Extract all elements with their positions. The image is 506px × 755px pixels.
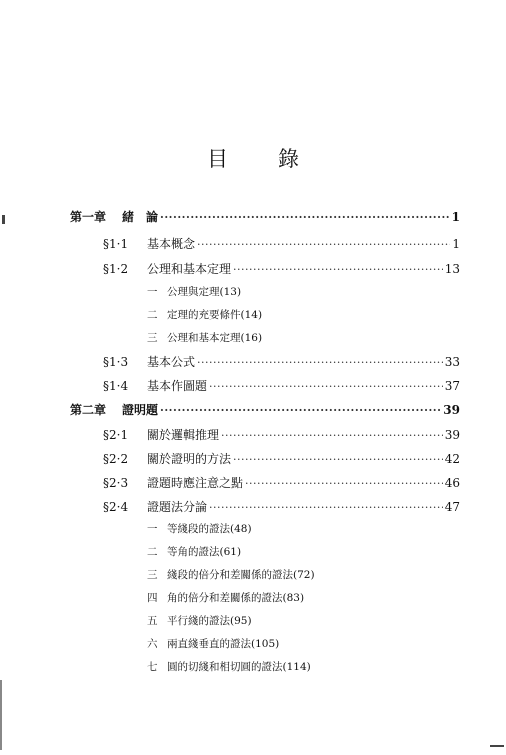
section-number: §1·3 — [103, 355, 129, 369]
toc-entry-subsection[interactable] — [147, 659, 311, 674]
subsection-number: 二 — [147, 309, 158, 321]
subsection-title: 圓的切綫和相切圓的證法(114) — [167, 661, 311, 673]
subsection-title: 綫段的倍分和差關係的證法(72) — [167, 569, 315, 581]
section-title: 基本概念 — [147, 237, 196, 251]
page-number: 1 — [451, 210, 460, 224]
subsection-title: 定理的充要條件(14) — [167, 309, 263, 321]
subsection-number: 二 — [147, 546, 158, 558]
toc-entry-subsection[interactable] — [147, 567, 315, 582]
dot-leader — [221, 429, 443, 442]
page-number: 33 — [444, 355, 460, 369]
subsection-number: 五 — [147, 615, 158, 627]
subsection-number: 四 — [147, 592, 158, 604]
chapter-number: 第二章 — [70, 403, 107, 417]
toc-entry-subsection[interactable] — [147, 544, 241, 559]
dot-leader — [245, 477, 443, 490]
subsection-title: 等綫段的證法(48) — [167, 523, 252, 535]
toc-entry-section[interactable] — [103, 498, 460, 515]
title-char-2: 錄 — [278, 147, 299, 171]
dot-leader — [209, 501, 443, 514]
dot-leader — [209, 380, 443, 393]
subsection-number: 一 — [147, 286, 158, 298]
subsection-title: 公理和基本定理(16) — [167, 332, 263, 344]
toc-entry-section[interactable] — [103, 474, 460, 491]
section-number: §2·4 — [103, 500, 129, 514]
toc-entry-chapter-2[interactable] — [70, 401, 460, 418]
subsection-title: 兩直綫垂直的證法(105) — [167, 638, 280, 650]
toc-entry-chapter-1[interactable] — [70, 208, 460, 225]
subsection-title: 平行綫的證法(95) — [167, 615, 252, 627]
subsection-number: 一 — [147, 523, 158, 535]
page-number: 13 — [444, 262, 460, 276]
section-title: 證題時應注意之點 — [147, 476, 244, 490]
dot-leader — [197, 238, 450, 251]
section-title: 基本公式 — [147, 355, 196, 369]
chapter-number: 第一章 — [70, 210, 107, 224]
dot-leader — [233, 453, 443, 466]
page-number: 46 — [444, 476, 460, 490]
page-number: 39 — [443, 403, 460, 417]
page-number: 47 — [444, 500, 460, 514]
subsection-number: 六 — [147, 638, 158, 650]
dot-leader — [160, 404, 441, 417]
toc-entry-subsection[interactable] — [147, 613, 252, 628]
toc-entry-subsection[interactable] — [147, 636, 279, 651]
section-number: §2·2 — [103, 452, 129, 466]
toc-entry-section[interactable] — [103, 260, 460, 277]
section-number: §2·1 — [103, 428, 129, 442]
page-number: 37 — [444, 379, 460, 393]
chapter-title: 證明題 — [122, 403, 159, 417]
section-number: §1·1 — [103, 237, 129, 251]
toc-entry-subsection[interactable] — [147, 307, 262, 322]
title-char-1: 目 — [207, 147, 228, 171]
toc-entry-subsection[interactable] — [147, 590, 304, 605]
scan-edge-mark — [0, 680, 2, 750]
toc-entry-section[interactable] — [103, 377, 460, 394]
toc-entry-section[interactable] — [103, 450, 460, 467]
toc-entry-subsection[interactable] — [147, 284, 241, 299]
toc-entry-section[interactable] — [103, 426, 460, 443]
subsection-title: 公理與定理(13) — [167, 286, 242, 298]
chapter-title: 緒 論 — [122, 210, 159, 224]
dot-leader — [233, 263, 443, 276]
section-number: §1·2 — [103, 262, 129, 276]
page-number: 1 — [452, 237, 460, 251]
subsection-title: 等角的證法(61) — [167, 546, 242, 558]
scan-edge-mark — [490, 745, 504, 747]
section-title: 基本作圖題 — [147, 379, 208, 393]
section-number: §1·4 — [103, 379, 129, 393]
page-number: 42 — [444, 452, 460, 466]
toc-entry-section[interactable] — [103, 353, 460, 370]
section-title: 關於證明的方法 — [147, 452, 232, 466]
section-title: 關於邏輯推理 — [147, 428, 220, 442]
subsection-number: 三 — [147, 332, 158, 344]
toc-entry-subsection[interactable] — [147, 330, 262, 345]
section-number: §2·3 — [103, 476, 129, 490]
scan-edge-mark — [2, 215, 5, 224]
section-title: 公理和基本定理 — [147, 262, 232, 276]
toc-entry-section[interactable] — [103, 235, 460, 252]
subsection-number: 七 — [147, 661, 158, 673]
page-number: 39 — [444, 428, 460, 442]
section-title: 證題法分論 — [147, 500, 208, 514]
subsection-number: 三 — [147, 569, 158, 581]
dot-leader — [197, 356, 443, 369]
page-title — [0, 143, 506, 173]
dot-leader — [160, 211, 450, 224]
subsection-title: 角的倍分和差關係的證法(83) — [167, 592, 305, 604]
toc-entry-subsection[interactable] — [147, 521, 252, 536]
